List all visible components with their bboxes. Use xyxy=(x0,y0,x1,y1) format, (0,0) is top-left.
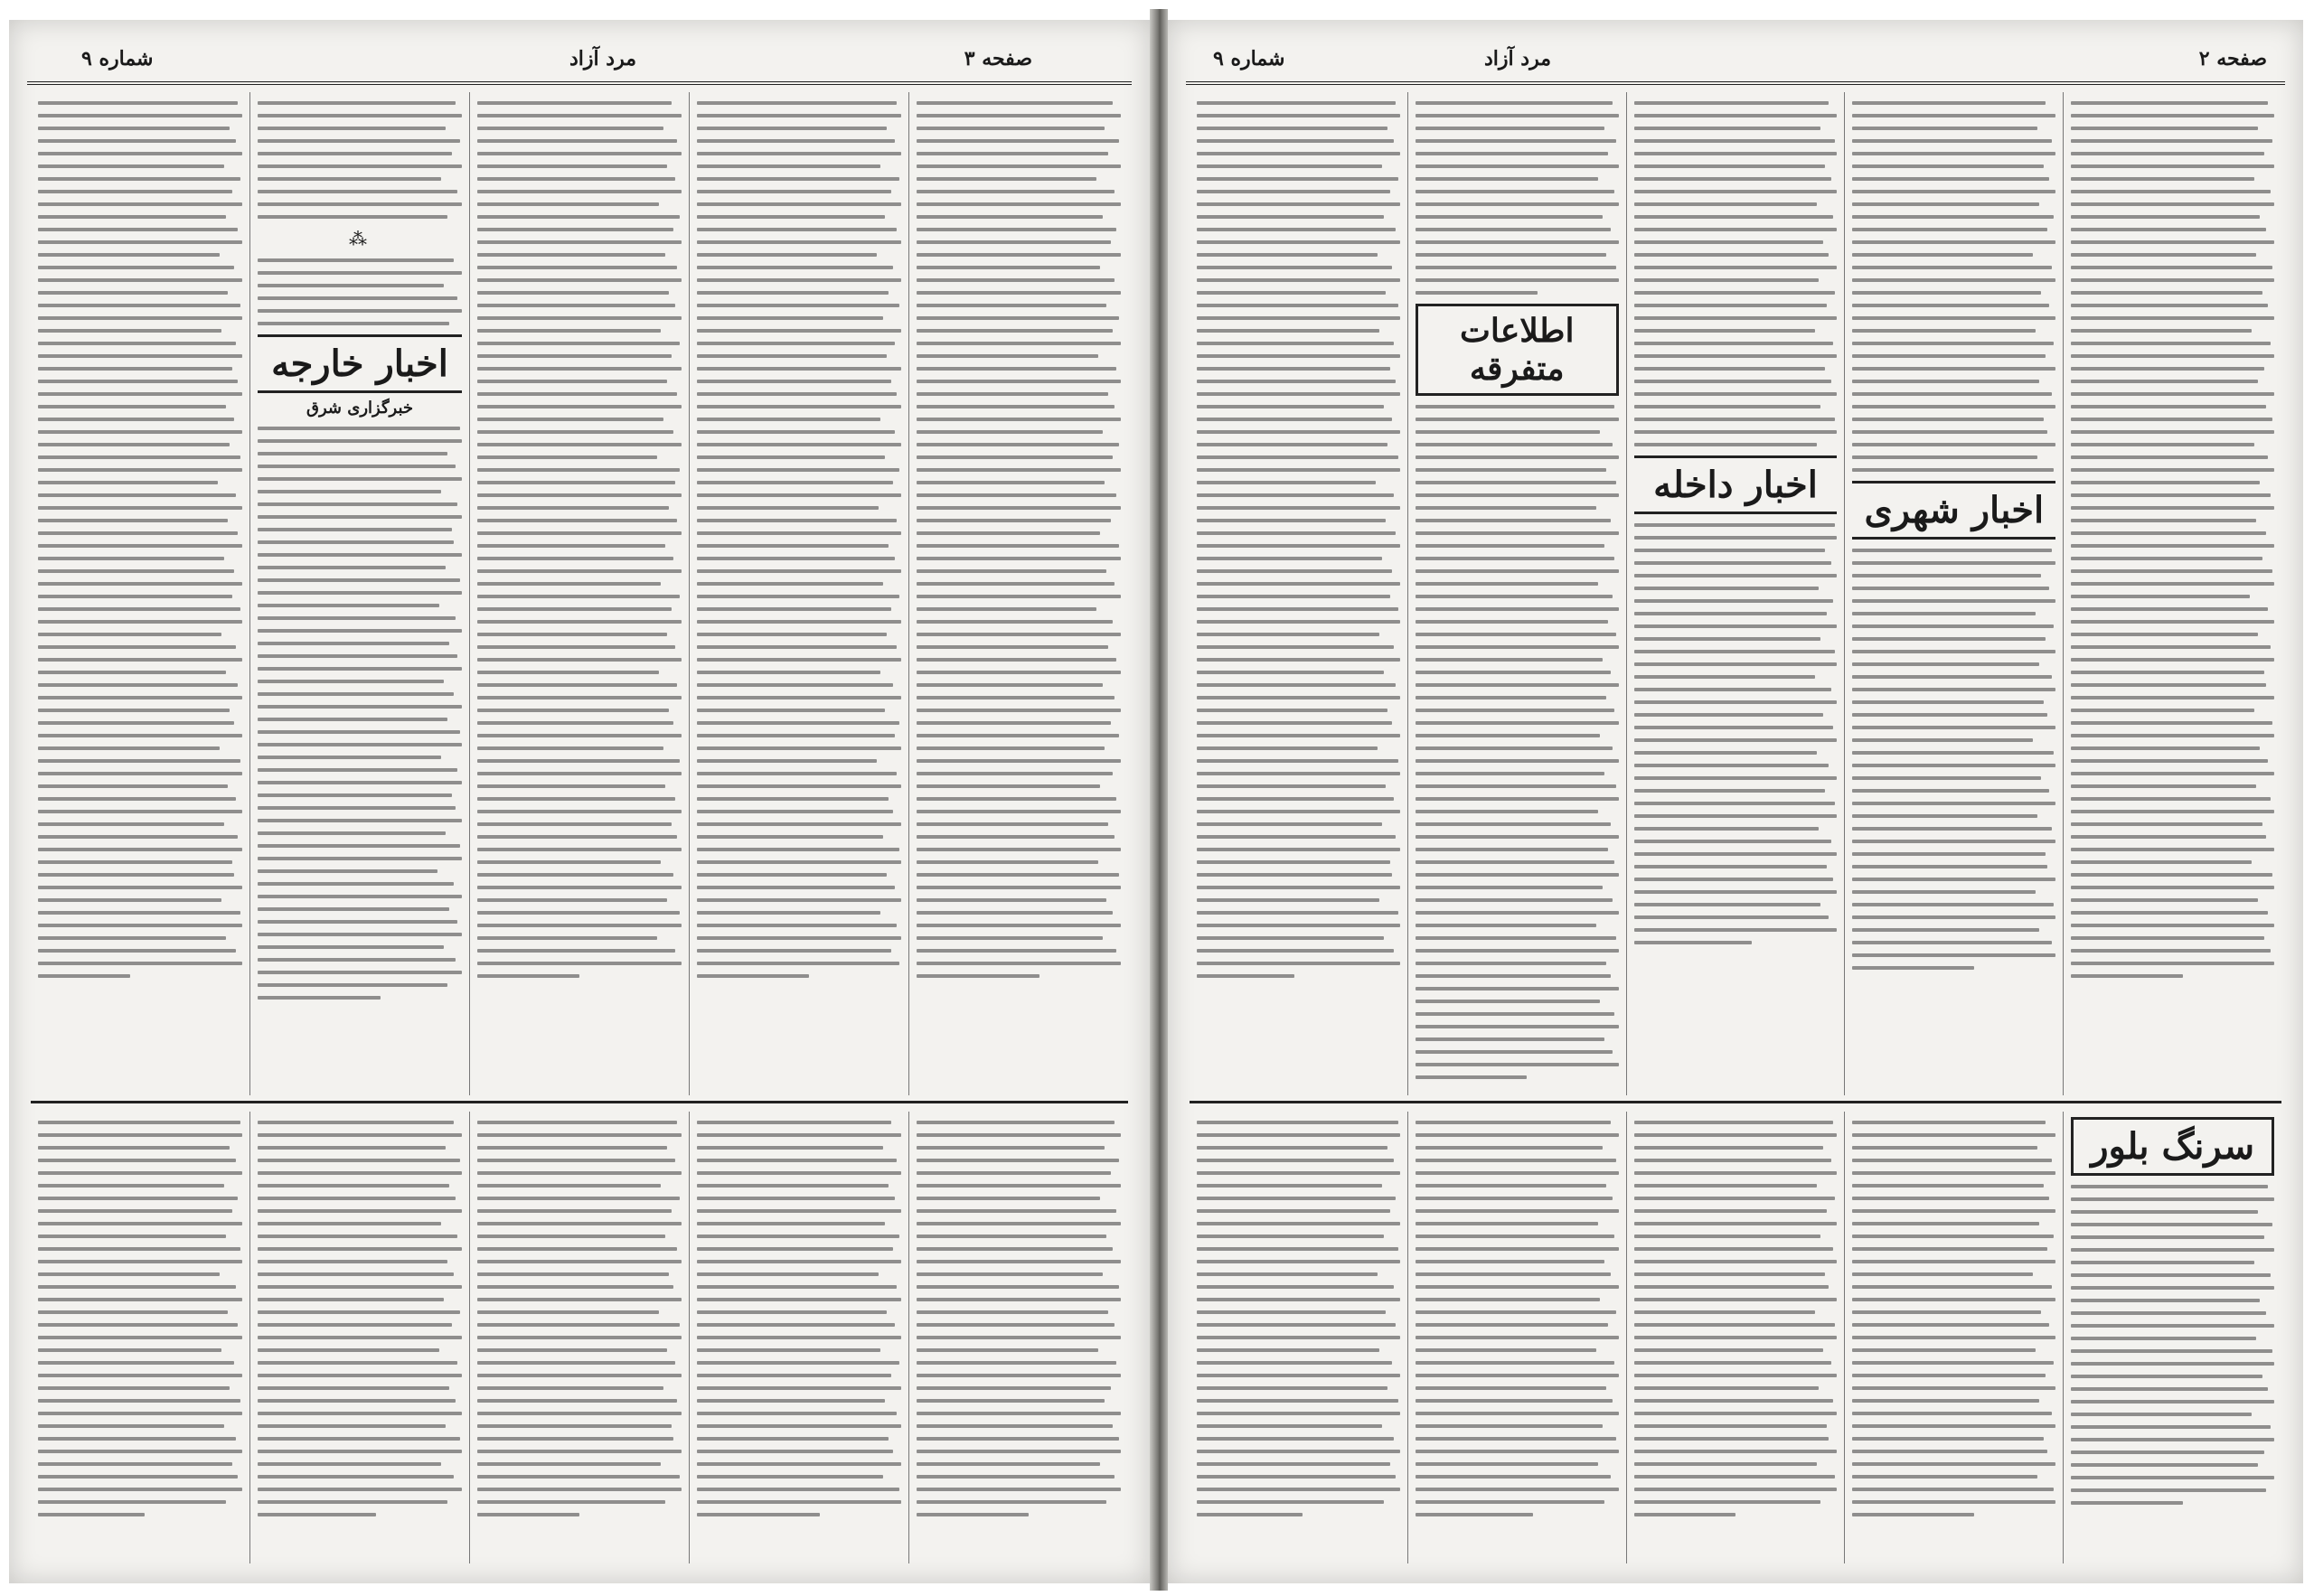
left-column-5 xyxy=(31,92,249,1095)
right-bottom-column-1 xyxy=(2063,1112,2281,1563)
left-column-4 xyxy=(249,92,469,1095)
center-fold xyxy=(1150,9,1168,1591)
right-bottom-column-3 xyxy=(1626,1112,1845,1563)
left-bottom-column-5 xyxy=(31,1112,249,1563)
left-page-number: صفحه ۳ xyxy=(964,47,1032,70)
left-column-3 xyxy=(469,92,689,1095)
right-page xyxy=(1168,20,2303,1583)
domestic-news-headline: اخبار داخله xyxy=(1634,455,1838,514)
left-page xyxy=(9,20,1150,1583)
left-column-2 xyxy=(689,92,908,1095)
serial-title-headline: سرنگ بلور xyxy=(2071,1117,2274,1176)
left-masthead: مرد آزاد xyxy=(569,47,637,70)
right-bottom-columns xyxy=(1190,1112,2281,1563)
right-bottom-column-2 xyxy=(1844,1112,2063,1563)
left-issue-number: شماره ۹ xyxy=(81,47,154,70)
right-column-3 xyxy=(1626,92,1845,1095)
right-bottom-column-4 xyxy=(1407,1112,1626,1563)
right-horizontal-rule xyxy=(1190,1101,2281,1103)
left-horizontal-rule xyxy=(31,1101,1128,1103)
city-news-headline: اخبار شهری xyxy=(1852,481,2055,540)
left-bottom-column-3 xyxy=(469,1112,689,1563)
misc-news-headline: اطلاعات متفرقه xyxy=(1416,304,1619,396)
right-column-5 xyxy=(1190,92,1407,1095)
left-top-columns xyxy=(31,92,1128,1095)
right-column-2 xyxy=(1844,92,2063,1095)
foreign-news-headline: اخبار خارجه xyxy=(258,334,462,393)
right-column-1 xyxy=(2063,92,2281,1095)
right-top-columns xyxy=(1190,92,2281,1095)
section-ornament: ⁂ xyxy=(349,228,371,249)
left-bottom-column-4 xyxy=(249,1112,469,1563)
right-page-number: صفحه ۲ xyxy=(2198,47,2267,70)
foreign-news-subhead: خبرگزاری شرق xyxy=(306,399,414,418)
left-bottom-column-2 xyxy=(689,1112,908,1563)
left-column-1 xyxy=(908,92,1128,1095)
right-page-header xyxy=(1186,40,2285,85)
right-column-4 xyxy=(1407,92,1626,1095)
left-page-header xyxy=(27,40,1132,85)
right-issue-number: شماره ۹ xyxy=(1213,47,1285,70)
left-bottom-column-1 xyxy=(908,1112,1128,1563)
right-masthead: مرد آزاد xyxy=(1484,47,1552,70)
left-bottom-columns xyxy=(31,1112,1128,1563)
right-bottom-column-5 xyxy=(1190,1112,1407,1563)
